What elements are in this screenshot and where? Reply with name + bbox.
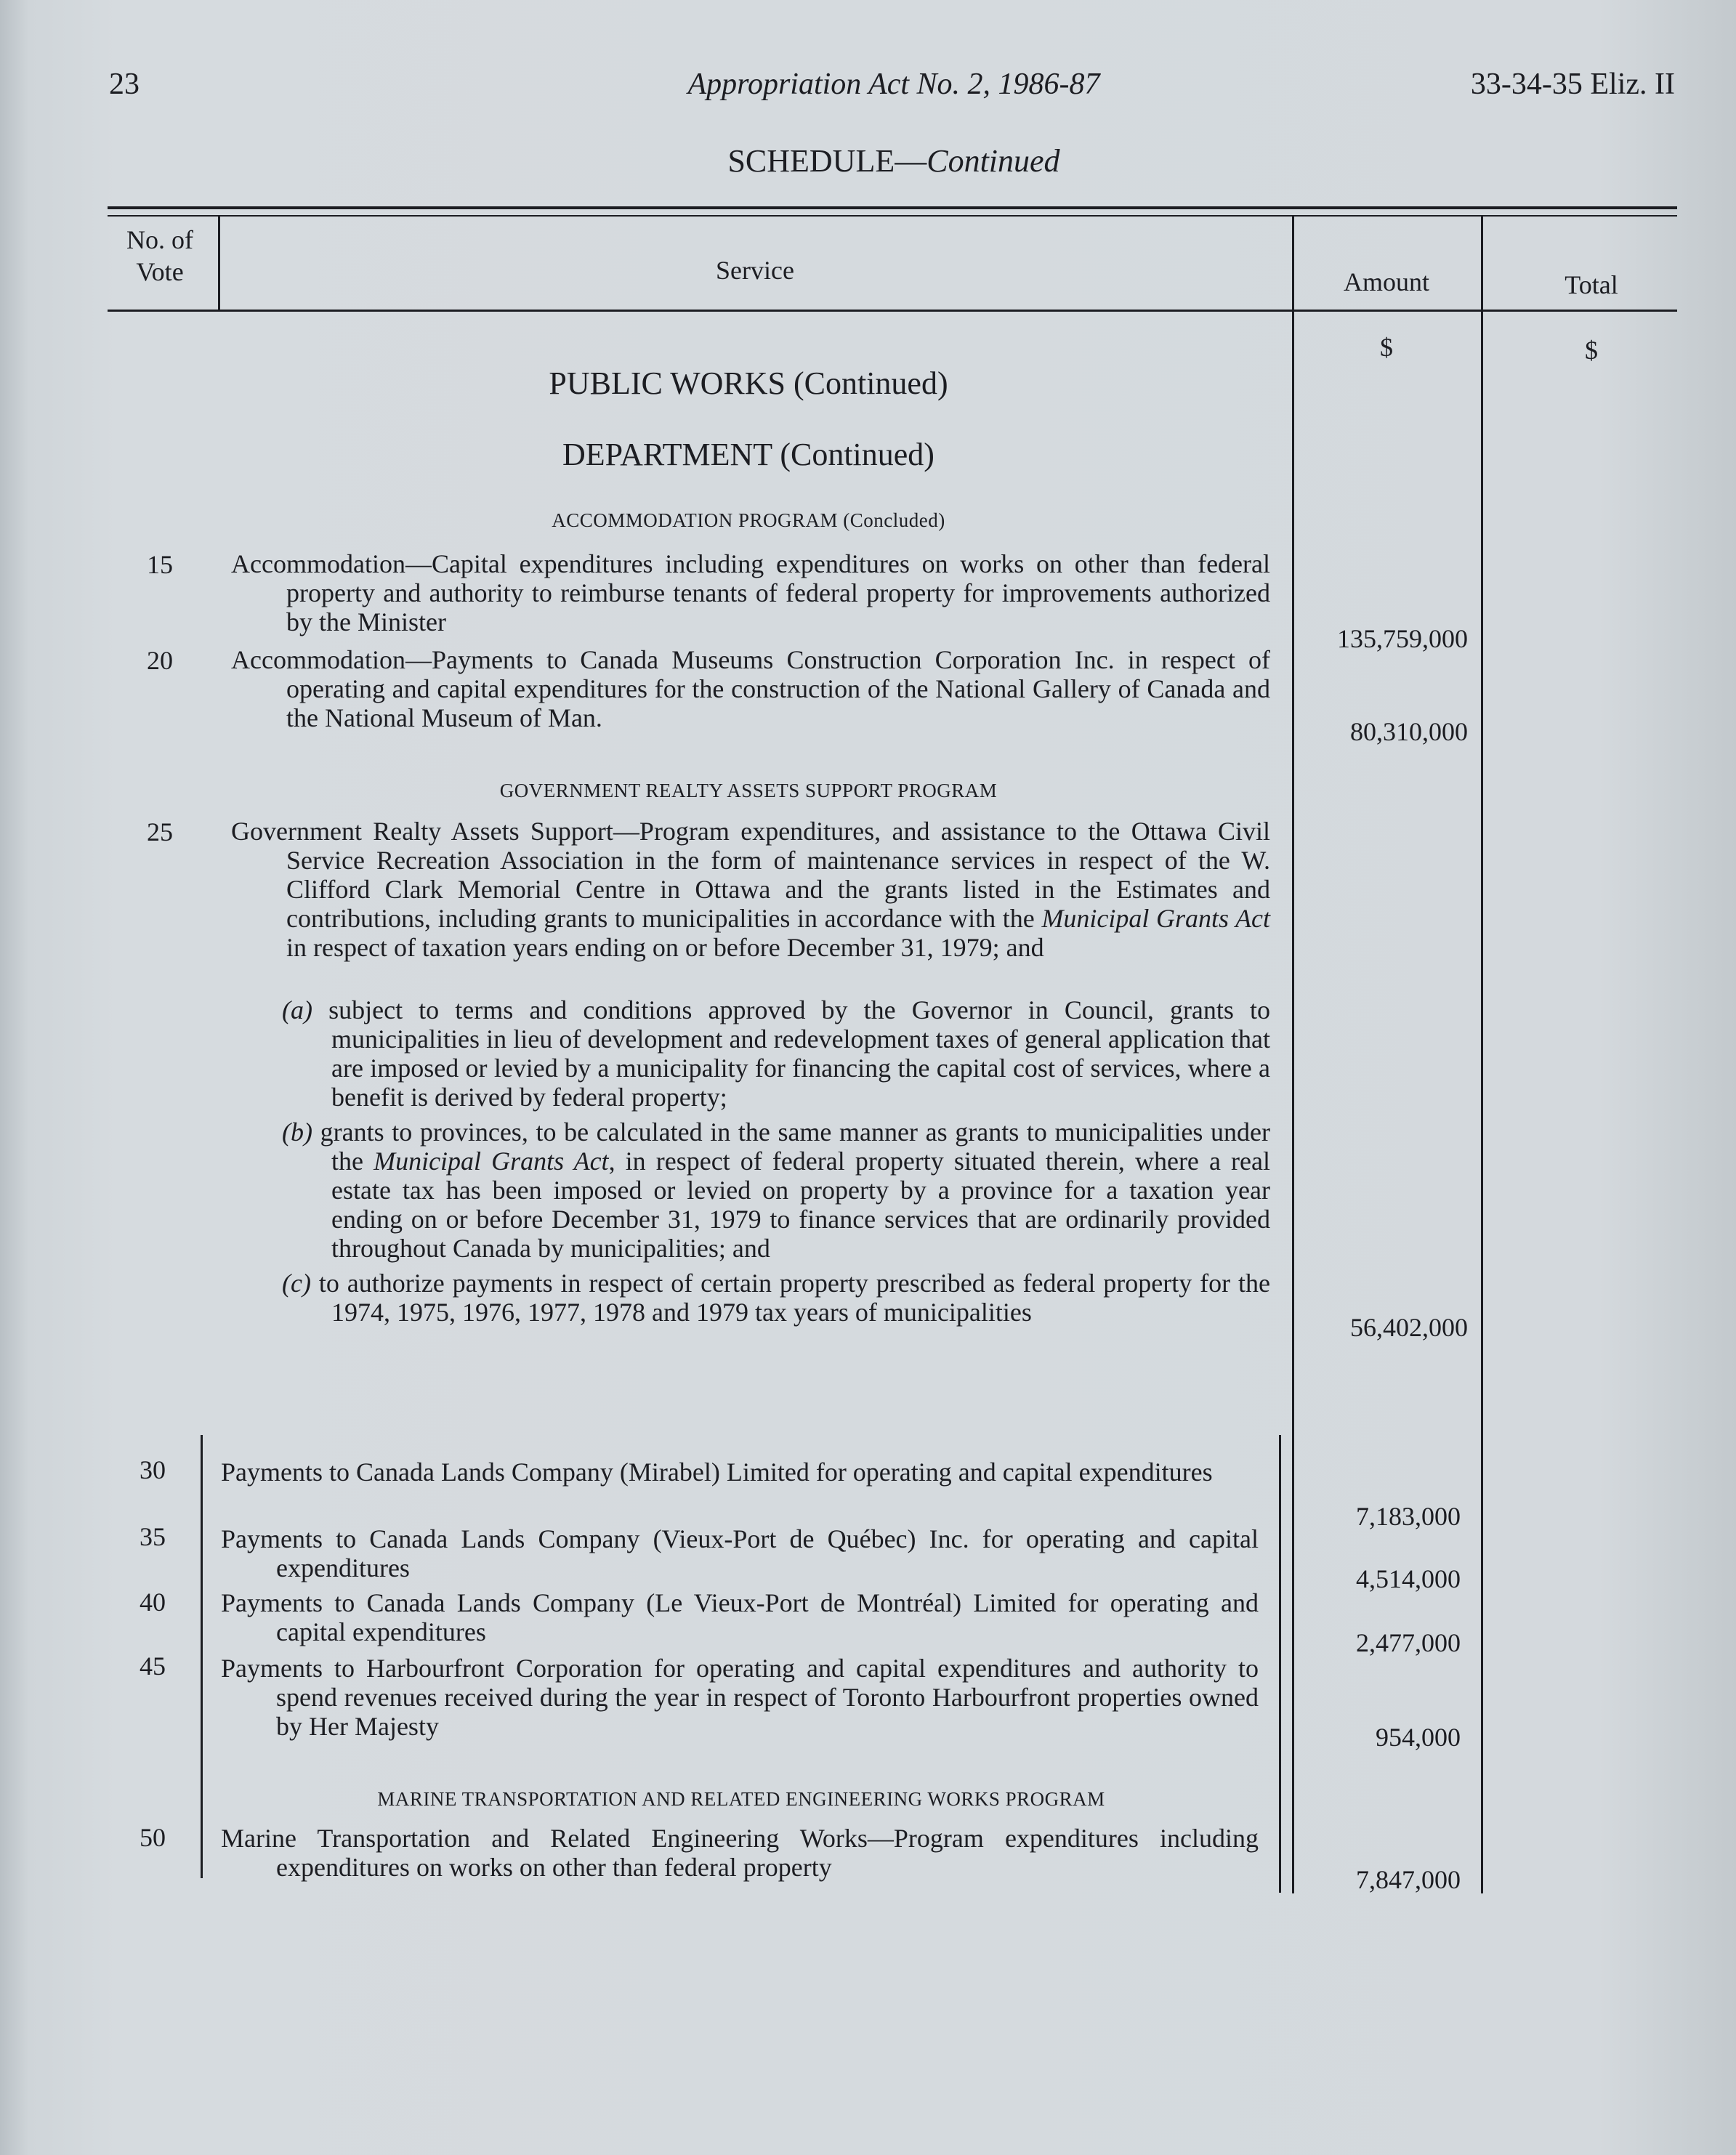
- schedule-label: SCHEDULE—: [727, 143, 927, 179]
- vote-25-clause-c: [282, 1269, 1270, 1327]
- vote-35-text: Payments to Canada Lands Company (Vieux-Port de Québec) Inc. for operating and capital expenditures: [221, 1524, 1259, 1582]
- vote-45-text: Payments to Harbourfront Corporation for operating and capital expenditures and authority to spend revenues received during the year in respect of Toronto Harbourfront properties owned by Her Majesty: [221, 1654, 1259, 1741]
- vote-number: 40: [140, 1588, 166, 1617]
- program-title-accommodation: ACCOMMODATION PROGRAM (Concluded): [552, 509, 945, 531]
- vote-25-intro-act: Municipal Grants Act: [1041, 904, 1271, 933]
- clause-text: to authorize payments in respect of certain property prescribed as federal property for the 1974, 1975, 1976, 1977, 1978 and 1979 tax years of municipalities: [318, 1269, 1271, 1327]
- vote-description: [231, 817, 1270, 962]
- department-title: DEPARTMENT (Continued): [562, 437, 934, 472]
- clause-act: Municipal Grants Act: [374, 1147, 609, 1176]
- amount-column-line-lower: [1279, 1435, 1281, 1893]
- vote-amount: 7,847,000: [1356, 1865, 1461, 1894]
- vote-amount: 7,183,000: [1356, 1502, 1461, 1531]
- vote-description: [221, 1824, 1259, 1882]
- table-top-rule-thin: [108, 215, 1677, 217]
- vote-description: [221, 1457, 1259, 1487]
- act-title: Appropriation Act No. 2, 1986-87: [687, 68, 1100, 101]
- clause-label: (b): [282, 1117, 312, 1147]
- vote-25-clause-b: [282, 1117, 1270, 1263]
- vote-column-line-lower: [201, 1435, 203, 1878]
- regnal-year: 33-34-35 Eliz. II: [1470, 68, 1675, 101]
- vote-15-text: Accommodation—Capital expenditures including expenditures on works on other than federal property and authority to reimburse tenants of federal property for improvements authorized by the Minister: [231, 549, 1270, 636]
- vote-description: [231, 549, 1270, 636]
- vote-number: 20: [147, 646, 173, 675]
- total-unit: $: [1585, 336, 1598, 365]
- vote-description: [221, 1524, 1259, 1582]
- program-title-marine: MARINE TRANSPORTATION AND RELATED ENGINEERING WORKS PROGRAM: [377, 1788, 1105, 1810]
- vote-number: 15: [147, 550, 173, 579]
- clause-text-b: , in respect of federal property situated therein, where a real estate tax has been imposed or levied on property by a province for a taxation year ending on or before December 31, 1979 to finance services that are ordinarily provided throughout Canada by municipalities; and: [331, 1147, 1271, 1263]
- vote-amount: 2,477,000: [1356, 1628, 1461, 1657]
- vote-40-text: Payments to Canada Lands Company (Le Vieux-Port de Montréal) Limited for operating and capital expenditures: [221, 1588, 1259, 1646]
- vote-25-intro: [231, 817, 1270, 962]
- vote-number: 25: [147, 817, 173, 846]
- col-header-vote: No. of Vote: [126, 225, 193, 286]
- vote-number: 50: [140, 1823, 166, 1852]
- vote-description: [231, 645, 1270, 732]
- vote-number: 30: [140, 1455, 166, 1484]
- col-header-total: Total: [1565, 270, 1618, 299]
- vote-25-clause-a: [282, 995, 1270, 1112]
- vote-amount: 80,310,000: [1350, 717, 1468, 746]
- table-top-rule: [108, 206, 1677, 209]
- vote-amount: 135,759,000: [1337, 624, 1468, 653]
- vote-30-text: Payments to Canada Lands Company (Mirabel) Limited for operating and capital expenditures: [221, 1457, 1213, 1487]
- col-header-service: Service: [716, 256, 794, 285]
- amount-unit: $: [1380, 333, 1393, 362]
- schedule-heading: [0, 142, 1736, 179]
- page-number: 23: [109, 68, 140, 101]
- vote-amount: 56,402,000: [1350, 1313, 1468, 1342]
- vote-amount: 954,000: [1376, 1723, 1461, 1752]
- clause-label: (a): [282, 995, 312, 1024]
- ministry-title: PUBLIC WORKS (Continued): [549, 365, 948, 401]
- vote-25-intro-a: Government Realty Assets Support—Program expenditures, and assistance to the Ottawa Civil Service Recreation Association in the form of maintenance services in respect of the W. Clifford Clark Memorial Centre in Ottawa and the grants listed in the Estimates and contributions, including grants to municipalities in accordance with the: [231, 817, 1270, 933]
- total-column-line: [1481, 215, 1483, 1893]
- vote-25-intro-b: in respect of taxation years ending on or before December 31, 1979; and: [286, 933, 1044, 962]
- vote-description: [221, 1588, 1259, 1646]
- vote-50-text: Marine Transportation and Related Engineering Works—Program expenditures including expenditures on works on other than federal property: [221, 1824, 1259, 1882]
- vote-number: 45: [140, 1651, 166, 1681]
- vote-number: 35: [140, 1522, 166, 1551]
- clause-label: (c): [282, 1269, 311, 1298]
- schedule-continued: Continued: [926, 143, 1060, 179]
- clause-text-a: grants to provinces, to be calculated in the same manner as grants to municipalities under the: [320, 1117, 1271, 1176]
- vote-amount: 4,514,000: [1356, 1564, 1461, 1593]
- table-header-rule: [108, 310, 1677, 312]
- vote-20-text: Accommodation—Payments to Canada Museums Construction Corporation Inc. in respect of operating and capital expenditures for the construction of the National Gallery of Canada and the National Museum of Man.: [231, 645, 1270, 732]
- vote-description: [221, 1654, 1259, 1741]
- program-title-realty: GOVERNMENT REALTY ASSETS SUPPORT PROGRAM: [499, 780, 998, 801]
- clause-text: subject to terms and conditions approved by the Governor in Council, grants to municipalities in lieu of development and redevelopment taxes of general application that are imposed or levied by a municipality for financing the capital cost of services, where a benefit is derived by federal property;: [328, 995, 1271, 1112]
- col-header-amount: Amount: [1343, 267, 1429, 296]
